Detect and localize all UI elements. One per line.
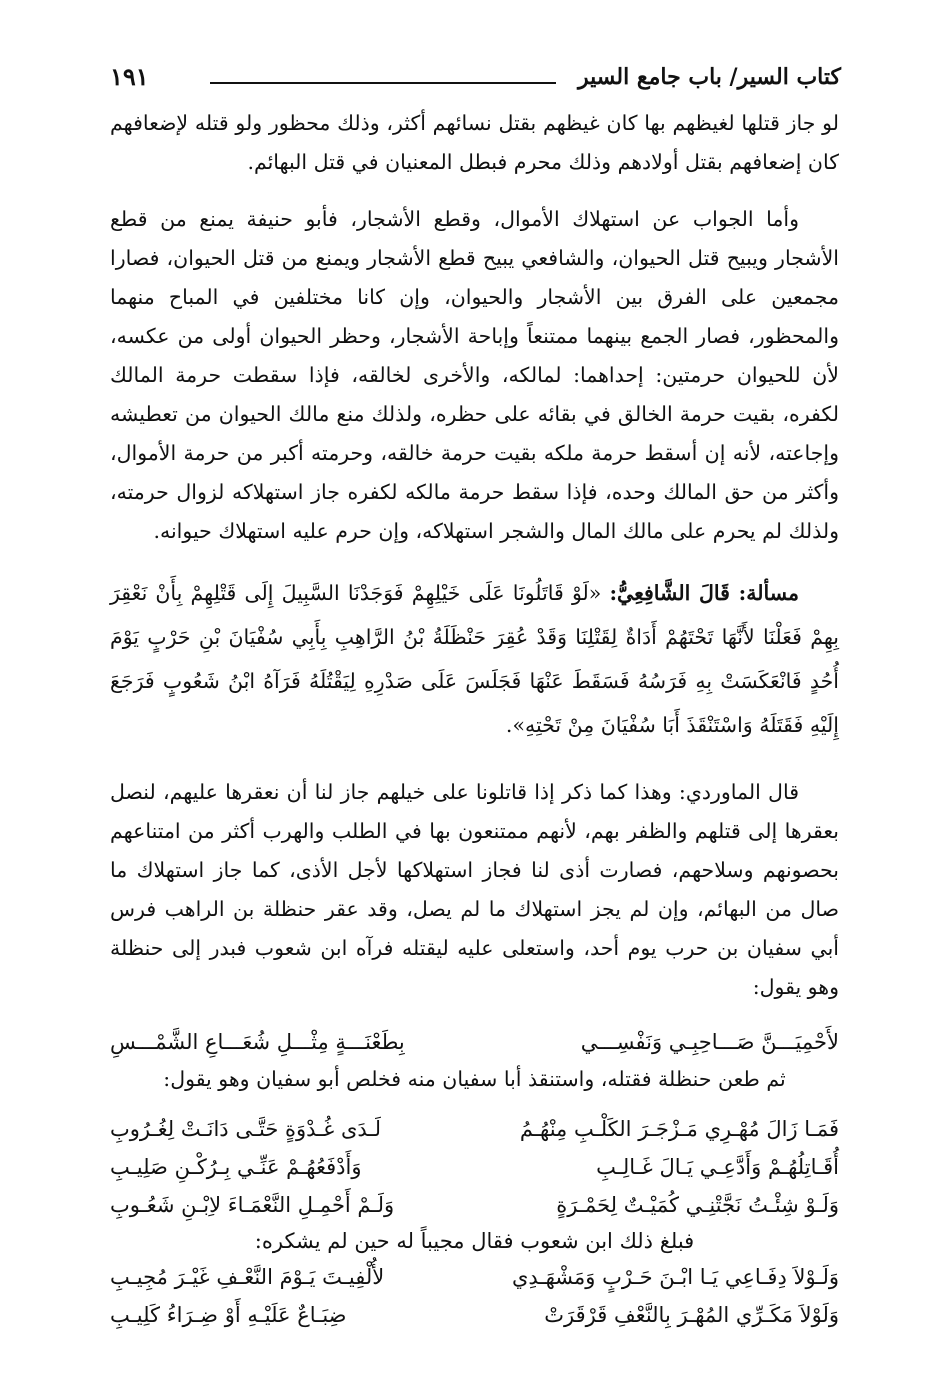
verse-hemistich-left: لأُلْفِيـتَ يَـوْمَ النَّعْـفِ غَيْـرَ مُجِيـبِ <box>110 1265 385 1289</box>
verse-line <box>110 1148 839 1186</box>
paragraph: قال الماوردي: وهذا كما ذكر إذا قاتلونا على خيلهم جاز لنا أن نعقرها عليهم، لنصل بعقرها إلى قتلهم والظفر بهم، لأنهم ممتنعون بها في الطلب والهرب أكثر من امتناعهم بحصونهم وسلاحهم، فصارت أذى لنا فجاز استهلاكها لأجل الأذى، كما جاز استهلاك ما صال من البهائم، وإن لم يجز استهلاك ما لم يصل، وقد عقر حنظلة بن الراهب فرس أبي سفيان بن حرب يوم أحد، واستعلى عليه ليقتله فرآه ابن شعوب فبدر إلى حنظلة وهو يقول: <box>110 780 839 999</box>
verse-line <box>110 1110 839 1148</box>
verse-hemistich-left: بِطَعْنَـــةٍ مِثْـــلِ شُعَـــاعِ الشَّمْـــسِ <box>110 1030 405 1054</box>
header-rule <box>210 82 556 84</box>
running-header <box>110 62 841 98</box>
verse-hemistich-left: ضِبَـاعٌ عَلَيْـهِ أَوْ ضِـرَاءُ كَلِيـبِ <box>110 1303 347 1327</box>
verse-hemistich-right: وَلَـوْ شِئْـتُ نَجَّتْنِـي كُمَيْـتٌ لِحَمْـرَةٍ <box>556 1193 839 1217</box>
verse-hemistich-right: وَلَـوْلاَ دِفَـاعِي يَـا ابْـنَ حَـرْبٍ وَمَشْهَـدِي <box>512 1265 839 1289</box>
header-title: كتاب السير/ باب جامع السير <box>578 64 841 90</box>
narration-line: ثم طعن حنظلة فقتله، واستنقذ أبا سفيان منه فخلص أبو سفيان وهو يقول: <box>163 1067 786 1091</box>
verse-line <box>110 1296 839 1334</box>
paragraph: وأما الجواب عن استهلاك الأموال، وقطع الأشجار، فأبو حنيفة يمنع من قطع الأشجار ويبيح قتل الحيوان، والشافعي يبيح قطع الأشجار ويمنع من قتل الحيوان، فصارا مجمعين على الفرق بين الأشجار والحيوان، وإن كانا مختلفين في المباح منهما والمحظور، فصار الجمع بينهما ممتنعاً وإباحة الأشجار، وحظر الحيوان أولى من عكسه، لأن للحيوان حرمتين: إحداهما: لمالكه، والأخرى لخالقه، فإذا سقطت حرمة المالك لكفره، بقيت حرمة الخالق في بقائه على حظره، ولذلك منع مالك الحيوان من تعطيشه وإجاعته، لأنه إن أسقط حرمة ملكه بقيت حرمة خالقه، وحرمته أكبر من حرمة الأموال، وأكثر من حق المالك وحده، فإذا سقط حرمة مالكه لكفره جاز استهلاكه لزوال حرمته، ولذلك لم يحرم على مالك المال والشجر استهلاكه، وإن حرم عليه استهلاك حيوانه. <box>110 207 839 543</box>
shafii-quote: «لَوْ قَاتَلُونَا عَلَى خَيْلِهِمْ فَوَجَدْنَا السَّبِيلَ إِلَى قَتْلِهِمْ بِأَنْ نَعْقِرَ بِهِمْ فَعَلْنَا لأَنَّهَا تَحْتَهُمْ أَدَاةٌ لِقَتْلِنَا وَقَدْ عُقِرَ حَنْظَلَةُ بْنُ الرَّاهِبِ بِأَبِي سُفْيَانَ بْنِ حَرْبٍ يَوْمَ أُحُدٍ فَانْعَكَسَتْ بِهِ فَرَسُهُ فَسَقَطَ عَنْهَا فَجَلَسَ عَلَى صَدْرِهِ لِيَقْتُلَهُ فَرَآهُ ابْنُ شَعُوبٍ فَرَجَعَ إِلَيْهِ فَقَتَلَهُ وَاسْتَنْقَذَ أَبَا سُفْيَانَ مِنْ تَحْتِهِ». <box>110 581 839 737</box>
verse-line <box>110 1186 839 1224</box>
verse-hemistich-left: لَـدَى غُـدْوَةٍ حَتَّـى دَانَـتْ لِغُـرُوبِ <box>110 1117 381 1141</box>
verse-hemistich-right: أُقَـاتِلُهُـمْ وَأَدَّعِـي يَـالَ غَـالِـبِ <box>596 1155 839 1179</box>
page-body <box>110 104 839 1334</box>
verse-line <box>110 1258 839 1296</box>
masala-paragraph <box>110 571 839 747</box>
verse-line <box>110 1023 839 1062</box>
masala-label: مسألة: قَالَ الشَّافِعِيُّ: <box>609 581 799 605</box>
verse-hemistich-right: فَمَـا زَالَ مُهْـرِي مَـزْجَـرَ الكَلْـبِ مِنْهُـمُ <box>519 1117 839 1141</box>
verse-hemistich-left: وَلَـمْ أَحْمِـلِ النَّعْمَـاءَ لاِبْـنِ شَعُـوبِ <box>110 1193 395 1217</box>
page-number: ١٩١ <box>110 62 149 91</box>
verse-hemistich-right: لأَحْمِيَـــنَّ صَـــاحِبِـي وَنَفْسِـــي <box>580 1030 839 1054</box>
paragraph: لو جاز قتلها لغيظهم بها كان غيظهم بقتل نسائهم أكثر، وذلك محظور ولو قتله لإضعافهم كان إضعافهم بقتل أولادهم وذلك محرم فبطل المعنيان في قتل البهائم. <box>110 111 839 174</box>
verse-hemistich-right: وَلَوْلاَ مَكَـرِّي المُهْـرَ بِالنَّعْفِ قَرْقَرَتْ <box>544 1303 839 1327</box>
narration-line: فبلغ ذلك ابن شعوب فقال مجيباً له حين لم يشكره: <box>254 1229 695 1253</box>
verse-hemistich-left: وَأَدْفَعُهُـمْ عَنِّـي بِـرُكْـنِ صَلِيـبِ <box>110 1155 362 1179</box>
poem-block <box>110 1110 839 1334</box>
